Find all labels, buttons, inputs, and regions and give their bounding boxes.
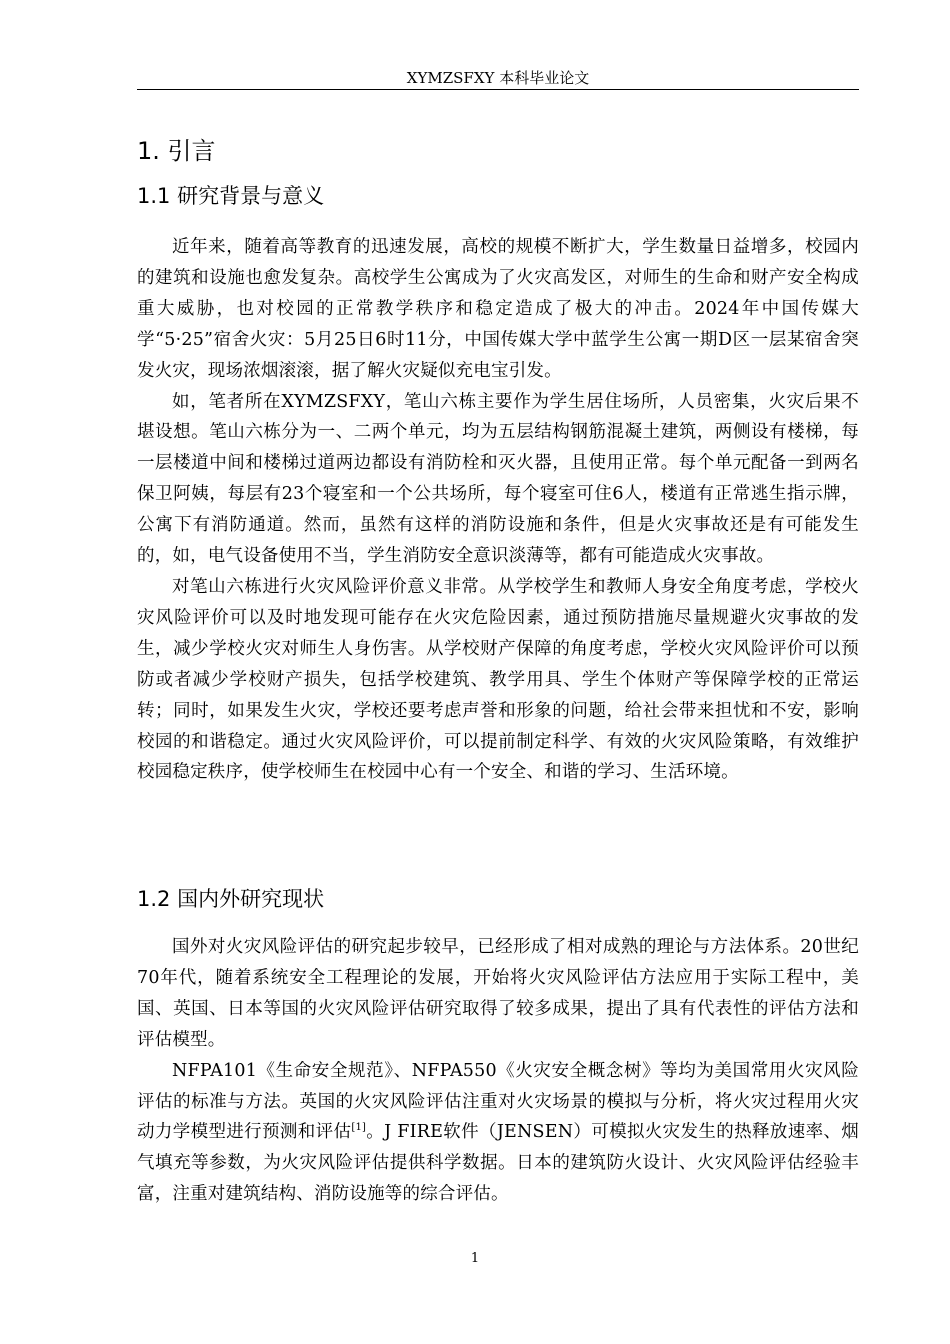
chapter-title: 1. 引言 xyxy=(137,137,216,165)
paragraph: 近年来，随着高等教育的迅速发展，高校的规模不断扩大，学生数量日益增多，校园内的建筑和设施也愈发复杂。高校学生公寓成为了火灾高发区，对师生的生命和财产安全构成重大威胁，也对校园的正常教学秩序和稳定造成了极大的冲击。2024年中国传媒大学“5·25”宿舍火灾：5月25日6时11分，中国传媒大学中蓝学生公寓一期D区一层某宿舍突发火灾，现场浓烟滚滚，据了解火灾疑似充电宝引发。 xyxy=(137,237,859,381)
section-body-background xyxy=(137,232,859,788)
paragraph-with-citation xyxy=(137,1056,859,1211)
paragraph: 对笔山六栋进行火灾风险评价意义非常。从学校学生和教师人身安全角度考虑，学校火灾风险评价可以及时地发现可能存在火灾危险因素，通过预防措施尽量规避火灾事故的发生，减少学校火灾对师生人身伤害。从学校财产保障的角度考虑，学校火灾风险评价可以预防或者减少学校财产损失，包括学校建筑、教学用具、学生个体财产等保障学校的正常运转；同时，如果发生火灾，学校还要考虑声誉和形象的问题，给社会带来担忧和不安，影响校园的和谐稳定。通过火灾风险评价，可以提前制定科学、有效的火灾风险策略，有效维护校园稳定秩序，使学校师生在校园中心有一个安全、和谐的学习、生活环境。 xyxy=(137,576,859,783)
citation-reference[interactable]: [1] xyxy=(351,1122,367,1134)
page-header: XYMZSFXY 本科毕业论文 xyxy=(137,68,859,90)
paragraph: 如，笔者所在XYMZSFXY，笔山六栋主要作为学生居住场所，人员密集，火灾后果不堪设想。笔山六栋分为一、二两个单元，均为五层结构钢筋混凝土建筑，两侧设有楼梯，每一层楼道中间和楼梯过道两边都设有消防栓和灭火器，且使用正常。每个单元配备一到两名保卫阿姨，每层有23个寝室和一个公共场所，每个寝室可住6人，楼道有正常逃生指示牌，公寓下有消防通道。然而，虽然有这样的消防设施和条件，但是火灾事故还是有可能发生的，如，电气设备使用不当，学生消防安全意识淡薄等，都有可能造成火灾事故。 xyxy=(137,391,859,567)
paragraph: 国外对火灾风险评估的研究起步较早，已经形成了相对成熟的理论与方法体系。20世纪70年代，随着系统安全工程理论的发展，开始将火灾风险评估方法应用于实际工程中，美国、英国、日本等国的火灾风险评估研究取得了较多成果，提出了具有代表性的评估方法和评估模型。 xyxy=(137,937,859,1050)
page-number: 1 xyxy=(470,1251,480,1266)
section-title-research-status: 1.2 国内外研究现状 xyxy=(137,887,325,911)
paragraph-text: 。J FIRE软件（JENSEN）可模拟火灾发生的热释放速率、烟气填充等参数，为火灾风险评估提供科学数据。日本的建筑防火设计、火灾风险评估经验丰富，注重对建筑结构、消防设施等的综合评估。 xyxy=(137,1122,859,1205)
paragraph-text: NFPA101《生命安全规范》、NFPA550《火灾安全概念树》等均为美国常用火灾风险评估的标准与方法。英国的火灾风险评估注重对火灾场景的模拟与分析，将火灾过程用火灾动力学模型进行预测和评估 xyxy=(137,1060,859,1143)
section-title-background: 1.1 研究背景与意义 xyxy=(137,184,325,208)
section-body-research-status xyxy=(137,932,859,1210)
